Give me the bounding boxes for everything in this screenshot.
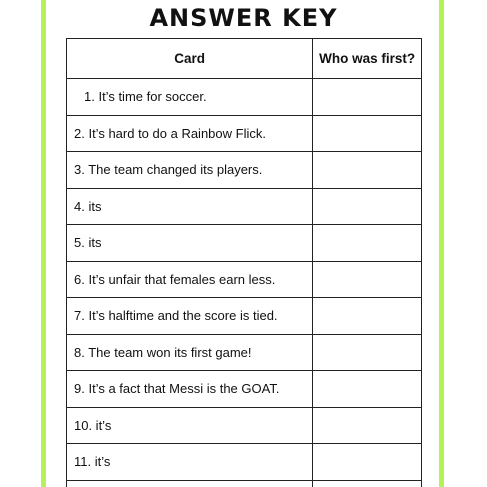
column-header-who-was-first: Who was first? [313,39,422,79]
who-was-first-cell [313,480,422,487]
table-row [67,444,422,481]
card-cell: 4. its [67,188,313,225]
table-row [67,79,422,116]
who-was-first-cell [313,371,422,408]
table-row [67,298,422,335]
card-cell: 7. It’s halftime and the score is tied. [67,298,313,335]
card-cell: 3. The team changed its players. [67,152,313,189]
page-title: ANSWER KEY [149,4,338,32]
card-cell [67,480,313,487]
table-row [67,480,422,487]
who-was-first-cell [313,79,422,116]
who-was-first-cell [313,334,422,371]
table-row [67,261,422,298]
card-cell: 5. its [67,225,313,262]
right-accent-border [439,0,444,487]
who-was-first-cell [313,152,422,189]
table-row [67,225,422,262]
table-row [67,407,422,444]
table-row [67,334,422,371]
who-was-first-cell [313,115,422,152]
who-was-first-cell [313,298,422,335]
card-cell: 8. The team won its first game! [67,334,313,371]
table-header-row [67,39,422,79]
who-was-first-cell [313,407,422,444]
left-accent-border [41,0,46,487]
card-cell: 6. It’s unfair that females earn less. [67,261,313,298]
table-row [67,188,422,225]
card-cell: 1. It’s time for soccer. [67,79,313,116]
table-row [67,152,422,189]
card-cell: 11. it’s [67,444,313,481]
who-was-first-cell [313,444,422,481]
card-cell: 9. It’s a fact that Messi is the GOAT. [67,371,313,408]
card-cell: 2. It’s hard to do a Rainbow Flick. [67,115,313,152]
answer-key-table [66,38,422,487]
who-was-first-cell [313,225,422,262]
table-row [67,115,422,152]
table-row [67,371,422,408]
who-was-first-cell [313,261,422,298]
column-header-card: Card [67,39,313,79]
who-was-first-cell [313,188,422,225]
card-cell: 10. it’s [67,407,313,444]
